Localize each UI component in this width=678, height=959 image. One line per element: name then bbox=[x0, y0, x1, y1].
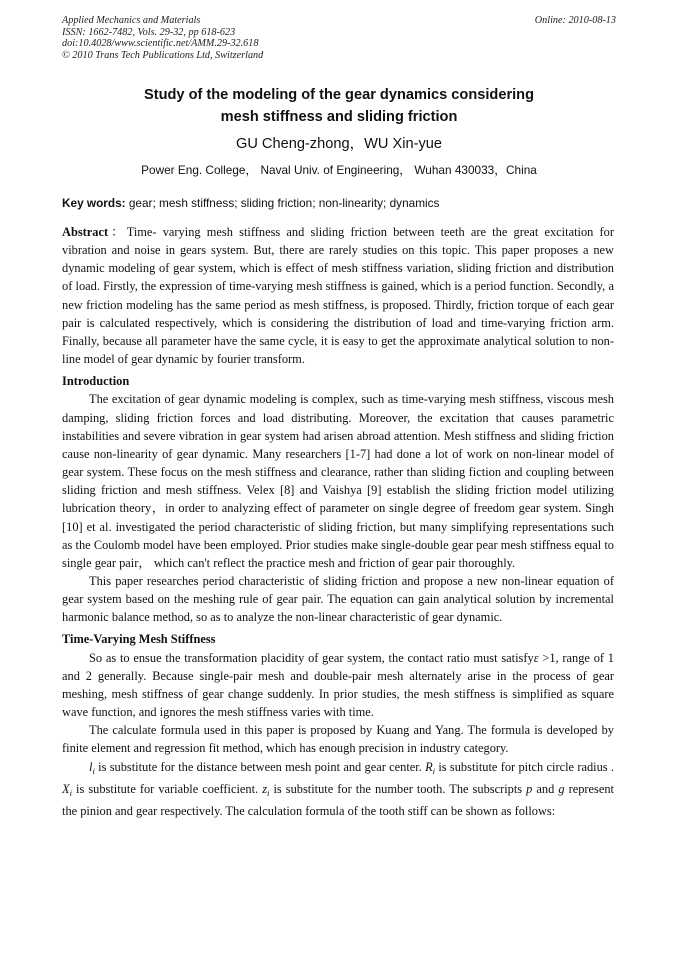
intro-paragraph-1: The excitation of gear dynamic modeling is complex, such as time-varying mesh stiffness, viscous mesh damping, sliding friction forces and load distributing. Moreover, the excitation that causes parametric instabilities and severe vibration in gear system had arisen abroad attention. Mesh stiffness and sliding friction cause non-linearity of gear dynamic. Many researchers [1-7] had done a lot of work on non-linear model of gear system. These focus on the mesh stiffness and clearance, rather than sliding fiction and coupling between sliding friction and mesh stiffness. Velex [8] and Vaishya [9] establish the sliding friction model utilizing lubrication theory，in order to analyzing effect of parameter on single degree of freedom gear system. Singh [10] et al. investigated the period characteristic of sliding friction, but many simplifying representations such as the Coulomb model have been employed. Prior studies make single-double gear pear mesh stiffness equal to single gear pair， which can't reflect the practice mesh and friction of gear pair thoroughly. bbox=[62, 392, 614, 570]
tvms-paragraph-3 bbox=[62, 758, 614, 820]
tvms-p3-text-e: and bbox=[532, 781, 559, 796]
symbol-x: X bbox=[62, 781, 70, 796]
keywords bbox=[62, 195, 616, 211]
authors: GU Cheng-zhong，WU Xin-yue bbox=[235, 136, 443, 152]
symbol-p: p bbox=[526, 781, 533, 796]
doi: doi:10.4028/www.scientific.net/AMM.29-32.618 bbox=[62, 38, 259, 50]
tvms-p3-text-a: is substitute for the distance between mesh point and gear center. bbox=[94, 759, 426, 774]
running-header bbox=[62, 15, 616, 61]
tvms-p3-text-c: is substitute for variable coefficient. bbox=[71, 781, 263, 796]
paper-body bbox=[62, 223, 614, 820]
tvms-paragraph-1 bbox=[62, 649, 614, 722]
tvms-p1-gt: >1 bbox=[538, 650, 556, 665]
heading-introduction: Introduction bbox=[62, 374, 130, 389]
subscript-i: i bbox=[69, 787, 72, 798]
epsilon-symbol: ε bbox=[533, 650, 539, 665]
heading-time-varying-mesh-stiffness: Time-Varying Mesh Stiffness bbox=[62, 632, 216, 647]
affiliation: Power Eng. College， Naval Univ. of Engineering， Wuhan 430033，China bbox=[141, 163, 537, 177]
abstract-sep: ： bbox=[108, 225, 127, 239]
subscript-i: i bbox=[267, 787, 270, 798]
tvms-p1-text-b: , range of 1 and 2 generally. Because single-pair mesh and double-pair mesh alternately arise in the process of gear meshing, mesh stiffness of gear change suddenly. In prior studies, the mesh stiffness is simplified as square wave function, and ignores the mesh stiffness varies with time. bbox=[62, 650, 614, 720]
tvms-p1-text-a: So as to ensue the transformation placidity of gear system, the contact ratio must satisfy bbox=[89, 650, 534, 665]
online-date: Online: 2010-08-13 bbox=[534, 15, 616, 26]
subscript-i: i bbox=[432, 765, 436, 776]
abstract-label: Abstract bbox=[62, 225, 109, 239]
symbol-g: g bbox=[558, 781, 565, 796]
issn: ISSN: 1662-7482, Vols. 29-32, pp 618-623 bbox=[62, 26, 236, 38]
title-line-1: Study of the modeling of the gear dynamics considering bbox=[143, 87, 535, 103]
tvms-paragraph-2: The calculate formula used in this paper is proposed by Kuang and Yang. The formula is developed by finite element and regression fit method, which has enough precision in industry category. bbox=[62, 723, 614, 756]
symbol-z: z bbox=[262, 781, 268, 796]
tvms-p3-text-b: is substitute for pitch circle radius . bbox=[435, 759, 614, 774]
keywords-label: Key words: bbox=[62, 196, 126, 210]
keywords-text: gear; mesh stiffness; sliding friction; non-linearity; dynamics bbox=[125, 196, 440, 210]
paper-title bbox=[60, 84, 618, 128]
abstract bbox=[62, 223, 614, 368]
title-line-2: mesh stiffness and sliding friction bbox=[220, 109, 458, 125]
symbol-r: R bbox=[425, 759, 433, 774]
journal-name: Applied Mechanics and Materials bbox=[62, 15, 201, 26]
copyright: © 2010 Trans Tech Publications Ltd, Switzerland bbox=[62, 49, 264, 61]
abstract-text: Time- varying mesh stiffness and sliding friction between teeth are the great excitation for vibration and noise in gears system. But, there are rarely studies on this topic. This paper proposes a new dynamic modeling of gear system, which is effect of mesh stiffness variation, sliding friction and distribution of load. Firstly, the expression of time-varying mesh stiffness is gained, which is a period function. Secondly, a new friction modeling has the same period as mesh stiffness, is proposed. Thirdly, friction torque of each gear pair is calculated respectively, which is considering the distribution of load and time-varying friction arm. Finally, because all parameter have the same cycle, it is easy to get the approximate analytical solution to non-line model of gear dynamic by fourier transform. bbox=[62, 225, 614, 367]
subscript-i: i bbox=[92, 765, 95, 776]
tvms-p3-text-d: is substitute for the number tooth. The subscripts bbox=[269, 781, 527, 796]
intro-paragraph-2: This paper researches period characteristic of sliding friction and propose a new non-linear equation of gear system based on the meshing rule of gear pair. The equation can gain analytical solution by incremental harmonic balance method, so as to analyze the non-linear characteristic of gear dynamic. bbox=[62, 573, 614, 625]
symbol-l: l bbox=[89, 759, 93, 774]
tvms-p3-text-f: represent the pinion and gear respectively. The calculation formula of the tooth stiff can be shown as follows: bbox=[62, 781, 614, 818]
